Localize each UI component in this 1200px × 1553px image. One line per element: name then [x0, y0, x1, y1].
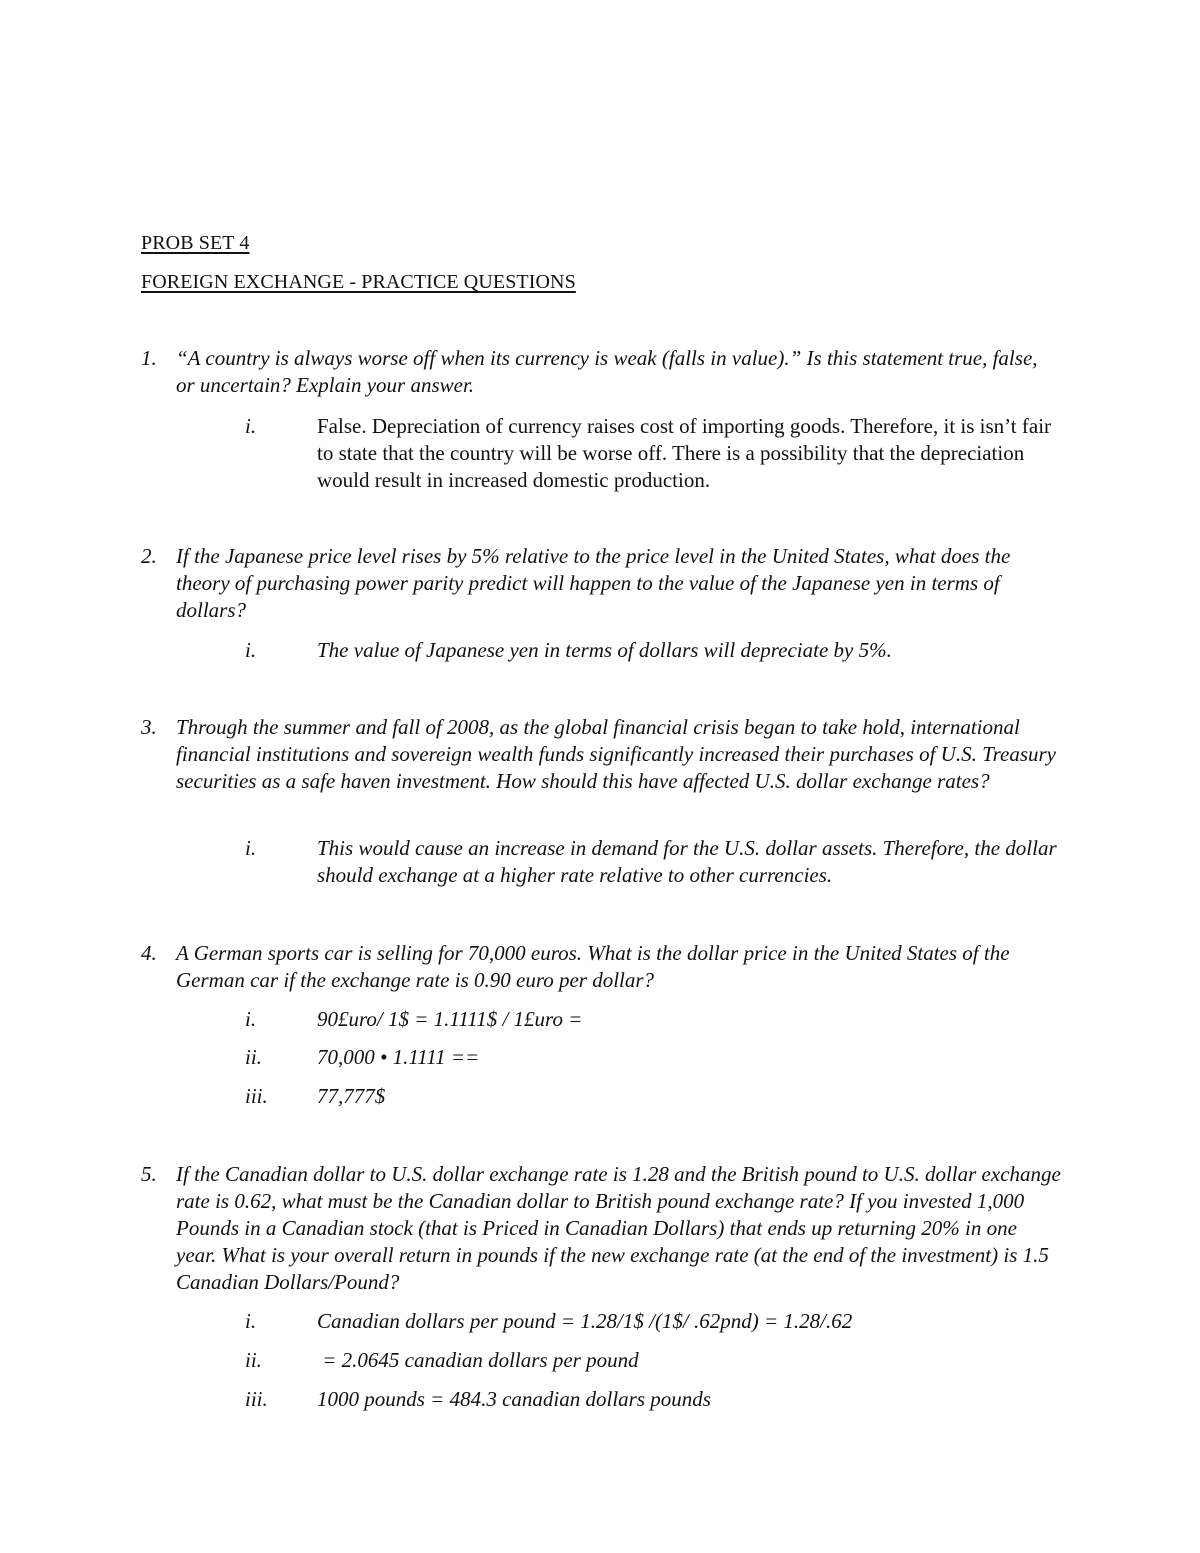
question-number: 2.: [141, 544, 157, 568]
answer-text: False. Depreciation of currency raises cost of importing goods. Therefore, it is isn’t fair to state that the country will be worse off. There is a possibility that the depreciation would result in increased domestic production.: [317, 414, 1052, 492]
answer-marker: i.: [245, 1309, 257, 1333]
answer-2-i: [245, 637, 1065, 664]
answer-1-i: [245, 413, 1065, 494]
answer-marker: iii.: [245, 1084, 268, 1108]
question-2: [141, 543, 1061, 624]
answer-text: The value of Japanese yen in terms of dollars will depreciate by 5%.: [317, 638, 892, 662]
answer-marker: i.: [245, 638, 257, 662]
page-subtitle: FOREIGN EXCHANGE - PRACTICE QUESTIONS: [141, 271, 576, 293]
question-1: [141, 345, 1061, 399]
answer-5-i: [245, 1308, 1065, 1335]
answer-marker: i.: [245, 414, 257, 438]
question-number: 1.: [141, 346, 157, 370]
question-number: 4.: [141, 941, 157, 965]
answer-marker: i.: [245, 1007, 257, 1031]
answer-text: This would cause an increase in demand for the U.S. dollar assets. Therefore, the dollar should exchange at a higher rate relative to other currencies.: [317, 836, 1057, 887]
answer-5-iii: [245, 1386, 1065, 1413]
question-text: If the Canadian dollar to U.S. dollar exchange rate is 1.28 and the British pound to U.S. dollar exchange rate is 0.62, what must be the Canadian dollar to British pound exchange rate? If you invested 1,000 Pounds in a Canadian stock (that is Priced in Canadian Dollars) that ends up returning 20% in one year. What is your overall return in pounds if the new exchange rate (at the end of the investment) is 1.5 Canadian Dollars/Pound?: [176, 1162, 1061, 1294]
question-number: 3.: [141, 715, 157, 739]
answer-4-ii: [245, 1044, 1065, 1071]
question-number: 5.: [141, 1162, 157, 1186]
question-text: A German sports car is selling for 70,000 euros. What is the dollar price in the United States of the German car if the exchange rate is 0.90 euro per dollar?: [176, 941, 1010, 992]
answer-text: 90£uro/ 1$ = 1.1111$ / 1£uro =: [317, 1007, 583, 1031]
answer-marker: iii.: [245, 1387, 268, 1411]
answer-marker: ii.: [245, 1045, 262, 1069]
answer-5-ii: [245, 1347, 1065, 1374]
answer-text: 77,777$: [317, 1084, 386, 1108]
answer-marker: ii.: [245, 1348, 262, 1372]
question-3: [141, 714, 1061, 795]
question-4: [141, 940, 1061, 994]
answer-marker: i.: [245, 836, 257, 860]
question-text: Through the summer and fall of 2008, as the global financial crisis began to take hold, international financial institutions and sovereign wealth funds significantly increased their purchases of U.S. Treasury securities as a safe haven investment. How should this have affected U.S. dollar exchange rates?: [176, 715, 1057, 793]
page-title: PROB SET 4: [141, 232, 250, 254]
answer-text: 70,000 • 1.1111 ==: [317, 1045, 480, 1069]
question-5: [141, 1161, 1061, 1296]
question-text: If the Japanese price level rises by 5% relative to the price level in the United States, what does the theory of purchasing power parity predict will happen to the value of the Japanese yen in terms of dollars?: [176, 544, 1011, 622]
answer-text: 1000 pounds = 484.3 canadian dollars pounds: [317, 1387, 711, 1411]
answer-text: Canadian dollars per pound = 1.28/1$ /(1$/ .62pnd) = 1.28/.62: [317, 1309, 853, 1333]
question-text: “A country is always worse off when its currency is weak (falls in value).” Is this statement true, false, or uncertain? Explain your answer.: [176, 346, 1038, 397]
answer-3-i: [245, 835, 1065, 889]
answer-4-i: [245, 1006, 1065, 1033]
answer-4-iii: [245, 1083, 1065, 1110]
answer-text: = 2.0645 canadian dollars per pound: [317, 1348, 639, 1372]
